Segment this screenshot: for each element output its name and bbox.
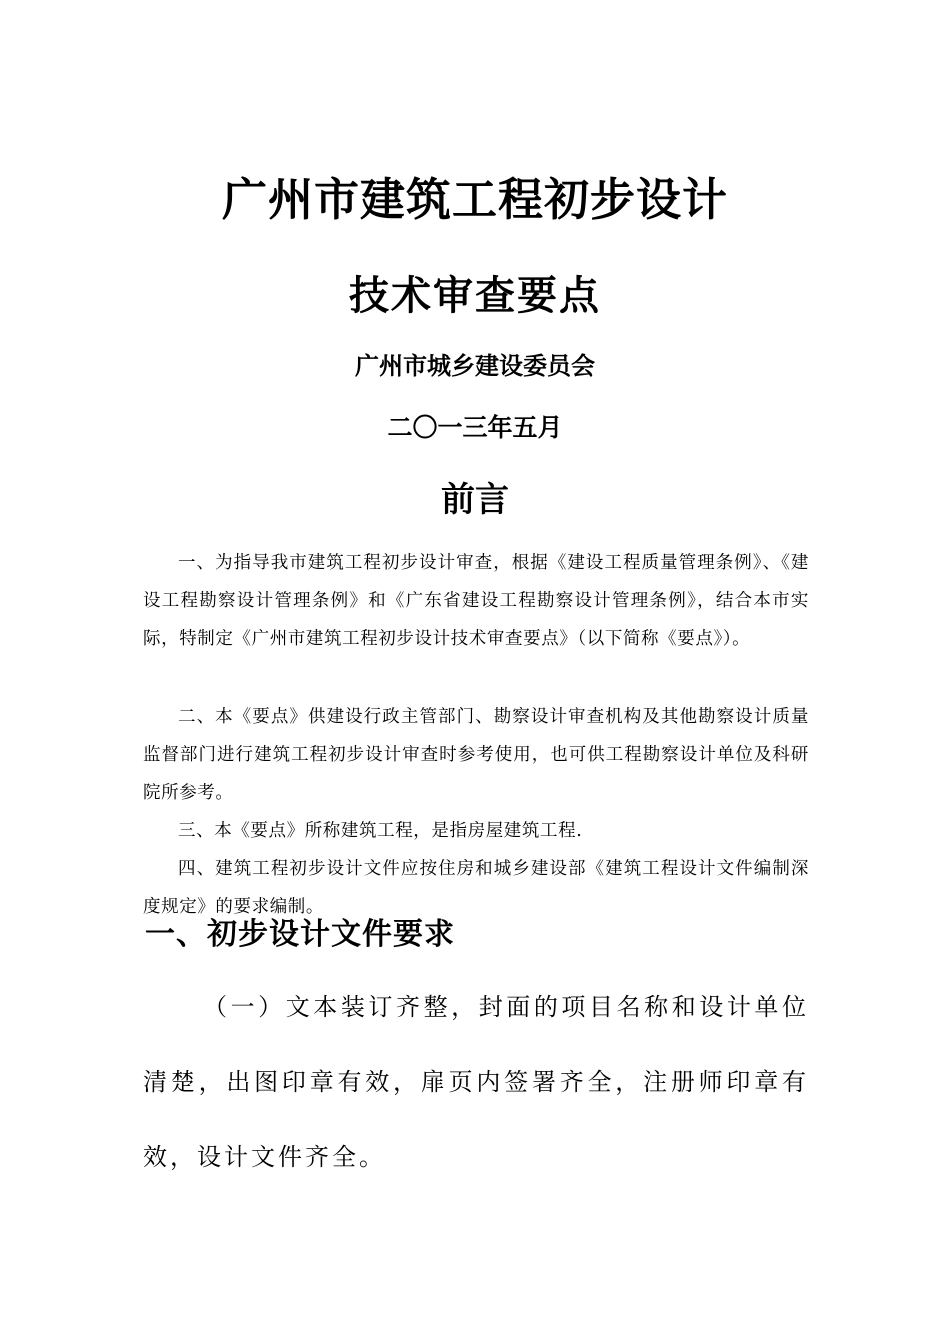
preface-paragraph-1: 一、为指导我市建筑工程初步设计审查，根据《建设工程质量管理条例》、《建设工程勘察设计管理条例》和《广东省建设工程勘察设计管理条例》，结合本市实际，特制定《广州市建筑工程初步设计技术审查要点》（以下简称《要点》）。 [143,553,809,649]
issue-date: 二〇一三年五月 [387,413,563,442]
preface-paragraph-2: 二、本《要点》供建设行政主管部门、勘察设计审查机构及其他勘察设计质量监督部门进行建筑工程初步设计审查时参考使用，也可供工程勘察设计单位及科研院所参考。 [143,707,809,803]
preface-paragraph-4: 四、建筑工程初步设计文件应按住房和城乡建设部《建筑工程设计文件编制深度规定》的要求编制。 [143,859,809,917]
document-title-line1: 广州市建筑工程初步设计 [221,173,728,226]
section-heading: 一、初步设计文件要求 [145,917,455,952]
document-title-line2: 技术审查要点 [349,273,601,319]
preface-paragraph-3: 三、本《要点》所称建筑工程，是指房屋建筑工程. [178,821,583,841]
preface-heading: 前言 [441,480,509,520]
section-paragraph: （一）文本装订齐整，封面的项目名称和设计单位清楚，出图印章有效，扉页内签署齐全，注册师印章有效，设计文件齐全。 [143,993,809,1171]
issuing-organization: 广州市城乡建设委员会 [355,352,595,380]
